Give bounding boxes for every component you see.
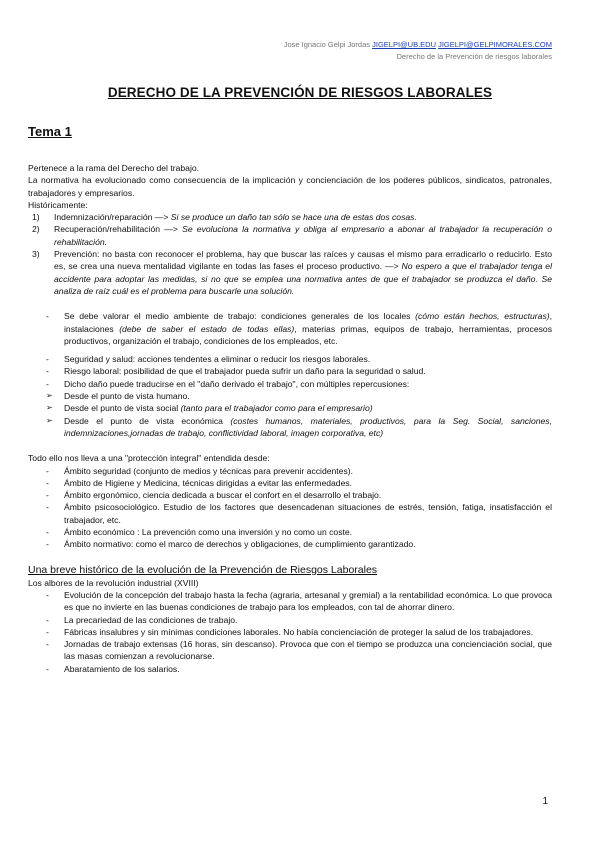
list-item-ambito: [28, 489, 552, 501]
medio-text-b: (cómo están hechos, estructuras): [415, 311, 550, 322]
list-item-punto-humano: [28, 390, 552, 402]
list-text: Fábricas insalubres y sin mínimas condiciones laborales. No había concienciación de proteger la salud de los trabajadores.: [64, 626, 534, 637]
dash-marker: -: [46, 589, 49, 600]
list-item-ambito: [28, 477, 552, 489]
albores-text: Los albores de la revolución industrial (XVIII): [28, 577, 199, 588]
dash-marker: -: [46, 354, 49, 365]
arrow-bullet-icon: ➢: [46, 403, 53, 413]
dash-marker: -: [46, 477, 49, 488]
list-text: Riesgo laboral: posibilidad de que el trabajador pueda sufrir un daño para la seguridad o salud.: [64, 366, 426, 377]
list-text: Ámbito psicosociológico. Estudio de los factores que desencadenan situaciones de estrés, tensión, fatiga, insatisfacción el trabajador, etc.: [64, 502, 552, 525]
header-author: Jose Ignacio Gelpi Jordas: [283, 40, 371, 49]
list-text-italic: Se evoluciona la normativa y obliga al empresario a abonar al trabajador la recuperación o rehabilitación.: [54, 224, 552, 247]
list-item-ambito: [28, 465, 552, 477]
list-item-punto-economico: [28, 415, 552, 440]
list-text: Desde el punto de vista económica: [64, 415, 231, 426]
list-item-historico: [28, 626, 552, 638]
list-item-historico: [28, 589, 552, 614]
list-item-historic-3: [28, 248, 552, 297]
list-item-ambito: [28, 538, 552, 550]
intro-paragraph-2: La normativa ha evolucionado como consecuencia de la implicación y concienciación de los poderes públicos, sindicatos, patronales, trabajadores y empresarios.: [28, 175, 552, 198]
page-number: 1: [542, 796, 548, 807]
list-text: Ámbito seguridad (conjunto de medios y técnicas para prevenir accidentes).: [64, 465, 353, 476]
document-body: [28, 162, 552, 675]
list-text: Desde el punto de vista social: [64, 403, 181, 414]
list-item-riesgo: [28, 365, 552, 377]
list-text: Ámbito de Higiene y Medicina, técnicas dirigidas a evitar las enfermedades.: [64, 477, 353, 488]
list-text: Evolución de la concepción del trabajo hasta la fecha (agraria, artesanal y gremial) a la rentabilidad económica. Lo que provoca es que no invierte en las buenas condiciones de trabajo para los empleados, con tal de ahorrar dinero.: [64, 589, 552, 613]
list-text-italic: No espero a que el trabajador tenga el accidente para adoptar las medidas, si no que se emplea una normativa antes de que el trabajador se produzca el daño. Se analiza de raíz cuál es el problema para buscarle una solución.: [54, 261, 552, 296]
header-subject: Derecho de la Prevención de riesgos laborales: [396, 52, 552, 61]
section-heading-tema: Tema 1: [28, 124, 72, 139]
list-item-medio-ambiente: [28, 310, 552, 347]
dash-marker: -: [46, 614, 49, 625]
list-text: La precariedad de las condiciones de trabajo.: [64, 614, 238, 625]
list-item-historic-2: [28, 223, 552, 248]
dash-marker: -: [46, 663, 49, 674]
list-text-italic: (tanto para el trabajador como para el empresario): [180, 403, 373, 414]
dash-marker: -: [46, 490, 49, 501]
dash-marker: -: [46, 378, 49, 389]
header-email-1[interactable]: JIGELPI@UB.EDU: [372, 40, 436, 49]
dash-marker: -: [46, 539, 49, 550]
document-title: DERECHO DE LA PREVENCIÓN DE RIESGOS LABORALES: [107, 85, 493, 100]
list-text-italic: Si se produce un daño tan sólo se hace una de estas dos cosas.: [170, 212, 417, 223]
page-header: [284, 39, 552, 63]
list-text: Jornadas de trabajo extensas (16 horas, sin descanso). Provoca que con el tiempo se produzca una concienciación social, que las masas comienzan a revolucionarse.: [64, 639, 552, 662]
integral-intro: Todo ello nos lleva a una "protección integral" entendida desde:: [28, 453, 270, 464]
medio-text-d: (debe de saber el estado de todas ellas): [119, 323, 295, 334]
list-text-italic: (costes humanos, materiales, productivos, para la Seg. Social, sanciones, indemnizaciones,jornadas de trabajo, conflictividad laboral, imagen corporativa, etc): [64, 415, 552, 438]
list-number: 1): [32, 212, 40, 223]
header-email-2[interactable]: JIGELPI@GELPIMORALES.COM: [438, 40, 552, 49]
arrow-bullet-icon: ➢: [46, 391, 53, 401]
list-item-historico: [28, 663, 552, 675]
list-text: Prevención: no basta con reconocer el problema, hay que buscar las raíces y causas el mismo para erradicarlo o reducirlo. Esto es, se crea una nueva mentalidad vigilante en todas las fases el proceso productivo. —>: [54, 249, 552, 272]
list-text: Indemnización/reparación —>: [54, 212, 171, 223]
dash-marker: -: [46, 502, 49, 513]
list-text: Recuperación/rehabilitación —>: [54, 224, 183, 235]
list-text: Ámbito normativo: como el marco de derechos y obligaciones, de cumplimiento garantizado.: [64, 539, 416, 550]
dash-marker: -: [46, 465, 49, 476]
list-item-ambito: [28, 501, 552, 526]
dash-marker: -: [46, 311, 49, 322]
medio-text-c: , instalaciones: [64, 311, 552, 334]
medio-text-a: Se debe valorar el medio ambiente de trabajo: condiciones generales de los locales: [64, 311, 416, 322]
list-item-historic-1: [28, 211, 552, 223]
subheading-historico: Una breve histórico de la evolución de la Prevención de Riesgos Laborales: [28, 563, 378, 576]
list-item-seguridad: [28, 353, 552, 365]
list-item-ambito: [28, 526, 552, 538]
dash-marker: -: [46, 366, 49, 377]
dash-marker: -: [46, 527, 49, 538]
header-author-line: [284, 39, 552, 51]
intro-paragraph-3: Históricamente:: [28, 199, 88, 210]
list-text: Ámbito ergonómico, ciencia dedicada a buscar el confort en el desarrollo el trabajo.: [64, 490, 382, 501]
list-item-punto-social: [28, 402, 552, 414]
list-number: 3): [32, 249, 40, 260]
list-text: Seguridad y salud: acciones tendentes a eliminar o reducir los riesgos laborales.: [64, 354, 371, 365]
dash-marker: -: [46, 626, 49, 637]
list-text: Desde el punto de vista humano.: [64, 391, 190, 402]
list-text: Dicho daño puede traducirse en el "daño derivado el trabajo", con múltiples repercusiones:: [64, 378, 410, 389]
dash-marker: -: [46, 639, 49, 650]
list-text: Abaratamiento de los salarios.: [64, 663, 180, 674]
list-text: Ámbito económico : La prevención como una inversión y no como un coste.: [64, 527, 353, 538]
intro-paragraph-1: Pertenece a la rama del Derecho del trabajo.: [28, 163, 200, 173]
list-number: 2): [32, 224, 40, 235]
list-item-historico: [28, 638, 552, 663]
arrow-bullet-icon: ➢: [46, 415, 53, 425]
list-item-historico: [28, 614, 552, 626]
medio-text-e: , materias primas, equipos de trabajo, herramientas, procesos productivos, organización el trabajo, condiciones de los empleados, etc.: [64, 323, 553, 346]
list-item-dano: [28, 378, 552, 390]
